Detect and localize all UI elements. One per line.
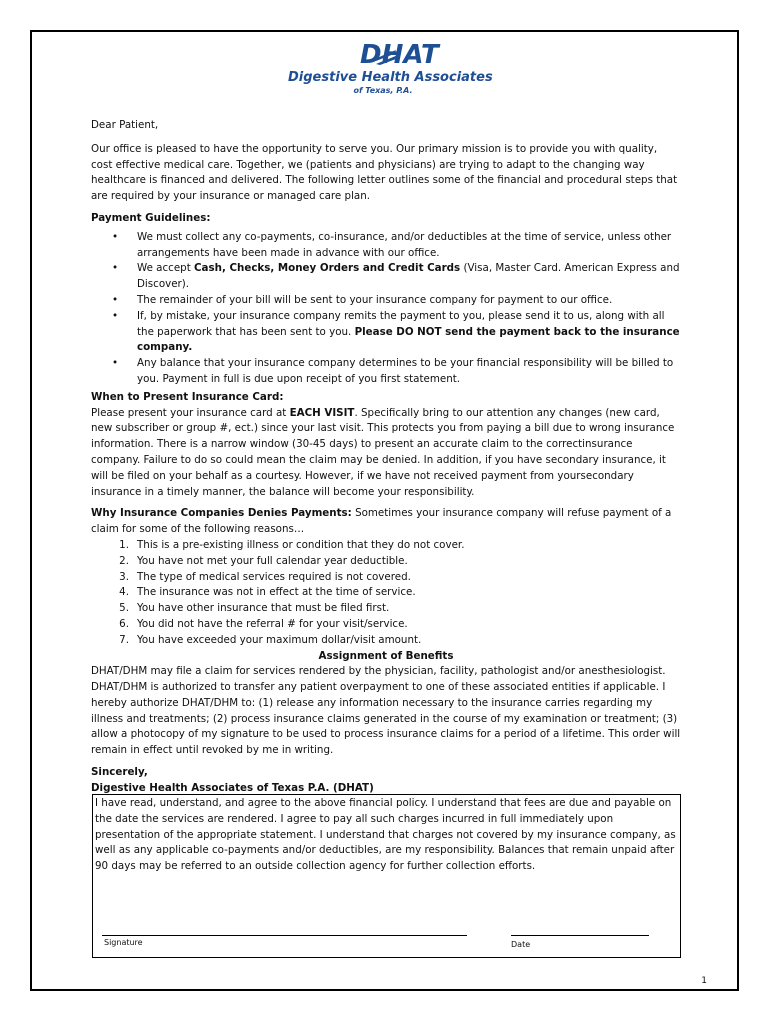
document-page bbox=[30, 30, 739, 991]
list-item: • The remainder of your bill will be sent to your insurance company for payment to our office. bbox=[91, 293, 681, 309]
list-text: The type of medical services required is not covered. bbox=[137, 570, 411, 583]
list-item bbox=[91, 570, 681, 586]
list-text: This is a pre-existing illness or condition that they do not cover. bbox=[137, 538, 465, 551]
assignment-paragraph: DHAT/DHM may file a claim for services rendered by the physician, facility, pathologist and/or anesthesiologist. DHAT/DHM is authorized to transfer any patient overpayment to one of these associated entities if applicable. I hereby authorize DHAT/DHM to: (1) release any information necessary to the insurance carries regarding my illness and treatments; (2) process insurance claims generated in the course of my examination or treatment; (3) allow a photocopy of my signature to be used to process insurance claims for a period of a lifetime. This order will remain in effect until revoked by me in writing. bbox=[91, 665, 681, 757]
acknowledgement-text: I have read, understand, and agree to the above financial policy. I understand that fees are due and payable on the date the services are rendered. I agree to pay all such charges incurred in full immediately upon presentation of the appropriate statement. I understand that charges not covered by my insurance company, as well as any applicable co-payments and/or deductibles, are my responsibility. Balances that remain unpaid after 90 days may be referred to an outside collection agency for further collection efforts. bbox=[95, 797, 676, 873]
list-item bbox=[91, 585, 681, 601]
list-text: The insurance was not in effect at the time of service. bbox=[137, 586, 416, 599]
list-item: • We must collect any co-payments, co-insurance, and/or deductibles at the time of service, unless other arrangements have been made in advance with our office. bbox=[91, 230, 681, 262]
payment-guidelines-heading: Payment Guidelines: bbox=[91, 211, 211, 224]
list-text: You have exceeded your maximum dollar/visit amount. bbox=[137, 633, 422, 646]
salutation: Dear Patient, bbox=[91, 119, 159, 131]
list-item: • If, by mistake, your insurance company remits the payment to you, please send it to us, along with all the paperwork that has been sent to you. Please DO NOT send the payment back to the insurance company. bbox=[91, 309, 681, 356]
list-item bbox=[91, 617, 681, 633]
insurance-card-heading: When to Present Insurance Card: bbox=[91, 390, 284, 403]
list-number: 2. bbox=[119, 554, 129, 567]
assignment-heading: Assignment of Benefits bbox=[318, 649, 454, 662]
list-item bbox=[91, 601, 681, 617]
logo-name: Digestive Health Associates bbox=[288, 70, 493, 85]
page-number: 1 bbox=[701, 976, 707, 986]
list-item: • We accept Cash, Checks, Money Orders and Credit Cards (Visa, Master Card. American Express and Discover). bbox=[91, 261, 681, 293]
list-number: 4. bbox=[119, 586, 129, 599]
signature-label: Signature bbox=[104, 938, 143, 947]
date-label: Date bbox=[511, 940, 531, 949]
list-item bbox=[91, 538, 681, 554]
date-line[interactable] bbox=[511, 935, 649, 936]
dhat-logo bbox=[288, 40, 493, 96]
insurance-card-paragraph: Please present your insurance card at EACH VISIT. Specifically bring to our attention any changes (new card, new subscriber or group #, ect.) since your last visit. This protects you from paying a bill due to wrong insurance information. There is a narrow window (30-45 days) to present an accurate claim to the correctinsurance company. Failure to do so could mean the claim may be denied. In addition, if you have secondary insurance, it will be filed on your behalf as a courtesy. However, if we have not received payment from yoursecondary insurance in a timely manner, the balance will become your responsibility. bbox=[91, 406, 675, 498]
closing: Sincerely, bbox=[91, 766, 148, 779]
list-item bbox=[91, 554, 681, 570]
list-number: 6. bbox=[119, 617, 129, 630]
list-number: 7. bbox=[119, 633, 129, 646]
letter-body bbox=[91, 118, 681, 797]
signature-line[interactable] bbox=[102, 935, 467, 936]
list-text: You did not have the referral # for your visit/service. bbox=[137, 617, 408, 630]
list-text: You have other insurance that must be filed first. bbox=[137, 602, 390, 615]
payment-guidelines-list bbox=[91, 230, 681, 388]
logo-subtitle: of Texas, P.A. bbox=[353, 86, 413, 95]
denials-paragraph: Why Insurance Companies Denies Payments: Sometimes your insurance company will refuse payment of a claim for some of the following reasons… bbox=[91, 507, 672, 536]
acknowledgement-box bbox=[92, 794, 681, 958]
denial-reasons-list bbox=[91, 538, 681, 649]
list-number: 1. bbox=[119, 538, 129, 551]
signoff: Digestive Health Associates of Texas P.A. (DHAT) bbox=[91, 781, 374, 794]
list-item: • Any balance that your insurance company determines to be your financial responsibility will be billed to you. Payment in full is due upon receipt of you first statement. bbox=[91, 356, 681, 388]
list-item bbox=[91, 633, 681, 649]
list-number: 5. bbox=[119, 602, 129, 615]
list-text: You have not met your full calendar year deductible. bbox=[137, 554, 408, 567]
logo-mark-text: DHAT bbox=[360, 40, 439, 70]
intro-paragraph: Our office is pleased to have the opportunity to serve you. Our primary mission is to provide you with quality, cost effective medical care. Together, we (patients and physicians) are trying to adapt to the changing way healthcare is financed and delivered. The following letter outlines some of the financial and procedural steps that are required by your insurance or managed care plan. bbox=[91, 142, 678, 203]
list-number: 3. bbox=[119, 570, 129, 583]
